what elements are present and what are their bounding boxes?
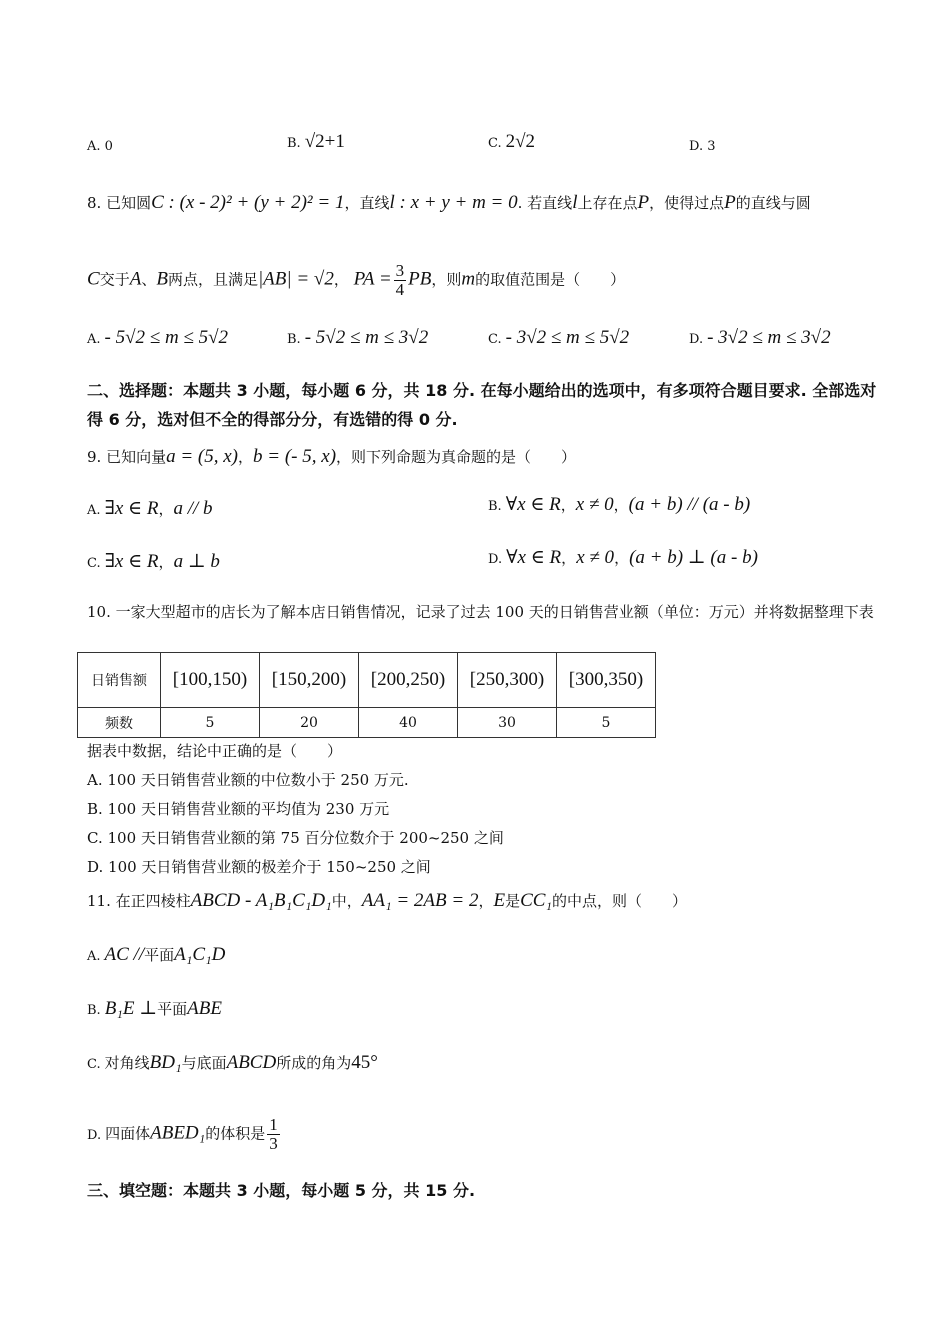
q8-var-c: C xyxy=(87,268,100,290)
q8-text: 两点，且满足 xyxy=(167,270,258,289)
q8-var-a: A xyxy=(129,268,142,290)
option-expr: ABCD xyxy=(226,1052,277,1073)
option-label: B. xyxy=(287,332,301,347)
table-frequency: 30 xyxy=(458,708,557,738)
q8-line-2 xyxy=(87,262,625,299)
q7-option-b-expr: √2+1 xyxy=(304,131,345,152)
q10-prompt: 据表中数据，结论中正确的是（ ） xyxy=(87,742,343,760)
option-text: 所成的角为 xyxy=(276,1054,352,1072)
q8-option-b xyxy=(287,327,428,351)
q11-number: 11. 在正四棱柱 xyxy=(87,892,191,910)
option-expr: - 3√2 ≤ m ≤ 3√2 xyxy=(707,327,831,348)
option-sep: ， xyxy=(158,500,174,518)
q8-text: 上存在点 xyxy=(577,194,638,212)
q11-text: 的中点，则（ ） xyxy=(552,892,688,910)
q11-frac-num: 1 xyxy=(269,1115,278,1134)
q8-option-c xyxy=(488,327,629,351)
option-label: D. xyxy=(87,1127,102,1143)
option-sep: ， xyxy=(561,549,577,567)
q8-var-p: P xyxy=(637,192,650,213)
table-interval: [250,300) xyxy=(458,653,557,708)
q8-text: ，则 xyxy=(431,270,462,289)
q8-frac-num: 3 xyxy=(395,261,405,280)
q11-stem xyxy=(87,890,687,912)
q8-text: ，直线 xyxy=(344,194,390,212)
q8-text: 的直线与圆 xyxy=(735,194,811,212)
q8-var-m: m xyxy=(461,268,476,290)
q11-option-d xyxy=(87,1116,282,1153)
q9-option-d xyxy=(488,547,758,571)
q9-number: 9. 已知向量 xyxy=(87,448,167,466)
q11-fraction xyxy=(267,1116,280,1153)
q9-text: ，则下列命题为真命题的是（ ） xyxy=(336,448,577,466)
q7-option-b xyxy=(287,131,345,155)
option-expr: A₁C₁D xyxy=(174,944,226,965)
table-interval: [300,350) xyxy=(557,653,656,708)
q9-vector-b: b = (- 5, x) xyxy=(253,446,337,467)
option-cond: x ≠ 0 xyxy=(576,547,615,568)
q10-table xyxy=(77,652,656,738)
q8-pa: PA = xyxy=(353,268,392,290)
table-frequency: 40 xyxy=(359,708,458,738)
table-interval: [100,150) xyxy=(161,653,260,708)
q8-text: . 若直线 xyxy=(517,194,573,212)
q8-text: 的取值范围是（ ） xyxy=(475,270,626,289)
q7-option-a xyxy=(87,134,117,158)
option-text: 对角线 xyxy=(104,1054,150,1072)
option-expr: (a + b) ⊥ (a - b) xyxy=(629,547,758,568)
option-label: A. xyxy=(87,332,101,347)
q11-var-e: E xyxy=(493,890,506,911)
q11-prism: ABCD - A₁B₁C₁D₁ xyxy=(190,890,332,911)
option-quant: ∀x ∈ R xyxy=(505,494,561,515)
q7-option-d xyxy=(689,134,720,158)
q7-option-a-text: A. 0 xyxy=(87,139,113,154)
section-3-heading: 三、填空题：本题共 3 小题，每小题 5 分，共 15 分. xyxy=(87,1181,476,1200)
q11-option-b xyxy=(87,998,222,1022)
option-label: B. xyxy=(87,1003,101,1018)
option-quant: ∀x ∈ R xyxy=(506,547,562,568)
option-label: C. xyxy=(488,332,502,347)
q10-option-c: C. 100 天日销售营业额的第 75 百分位数介于 200~250 之间 xyxy=(87,829,504,847)
q8-text: 、 xyxy=(141,270,157,289)
q9-text: ， xyxy=(238,448,254,466)
option-label: A. xyxy=(87,503,101,518)
option-text: 与底面 xyxy=(181,1054,227,1072)
option-label: B. xyxy=(488,499,502,514)
q8-line-1 xyxy=(87,192,811,214)
option-quant: ∃x ∈ R xyxy=(104,551,159,572)
q8-text: ，使得过点 xyxy=(649,194,725,212)
q7-option-d-text: D. 3 xyxy=(689,139,716,154)
option-expr: AC // xyxy=(104,944,145,965)
q7-option-c xyxy=(488,131,535,155)
option-quant: ∃x ∈ R xyxy=(104,498,159,519)
table-header-frequency: 频数 xyxy=(78,708,161,738)
q10-option-a: A. 100 天日销售营业额的中位数小于 250 万元. xyxy=(87,771,409,789)
q8-number: 8. 已知圆 xyxy=(87,194,152,212)
q8-text: 交于 xyxy=(99,270,130,289)
option-text: 四面体 xyxy=(105,1124,151,1143)
q8-option-a xyxy=(87,327,228,351)
option-sep: ， xyxy=(560,496,576,514)
q8-option-d xyxy=(689,327,831,351)
option-sep: ， xyxy=(613,496,629,514)
option-expr: ABED₁ xyxy=(150,1122,206,1144)
option-text: 平面 xyxy=(157,1000,188,1018)
option-expr: B₁E ⊥ xyxy=(104,998,158,1019)
table-frequency: 5 xyxy=(161,708,260,738)
option-sep: ， xyxy=(158,553,174,571)
option-sep: ， xyxy=(614,549,630,567)
option-expr: ABE xyxy=(187,998,222,1019)
q8-fraction xyxy=(394,262,407,299)
option-label: C. xyxy=(87,1057,101,1072)
option-cond: x ≠ 0 xyxy=(575,494,614,515)
q7-option-c-expr: 2√2 xyxy=(505,131,536,152)
table-frequency: 5 xyxy=(557,708,656,738)
q11-var-cc1: CC₁ xyxy=(520,890,553,911)
q10-option-d: D. 100 天日销售营业额的极差介于 150~250 之间 xyxy=(87,858,431,876)
option-expr: a ⊥ b xyxy=(173,551,220,572)
q7-option-c-label: C. xyxy=(488,136,502,151)
q8-circle-equation: C : (x - 2)² + (y + 2)² = 1 xyxy=(151,192,345,213)
option-text: 的体积是 xyxy=(205,1124,266,1143)
q11-text: 是 xyxy=(505,892,521,910)
table-interval: [200,250) xyxy=(359,653,458,708)
option-expr: 45° xyxy=(351,1052,378,1073)
q11-text: ， xyxy=(478,892,494,910)
q8-text: ， xyxy=(333,270,349,289)
q11-frac-den: 3 xyxy=(269,1134,278,1153)
q11-option-a xyxy=(87,944,225,968)
q8-var-l: l xyxy=(572,192,578,213)
q8-ab-length: |AB| = √2 xyxy=(257,268,334,290)
q11-option-c xyxy=(87,1052,378,1076)
option-expr: BD₁ xyxy=(149,1052,182,1073)
q8-line-equation: l : x + y + m = 0 xyxy=(389,192,518,213)
q11-equation: AA₁ = 2AB = 2 xyxy=(361,890,479,911)
option-label: C. xyxy=(87,556,101,571)
option-label: A. xyxy=(87,949,101,964)
q8-var-p: P xyxy=(724,192,736,213)
option-label: D. xyxy=(488,552,503,567)
q8-frac-den: 4 xyxy=(395,280,405,299)
table-interval: [150,200) xyxy=(260,653,359,708)
section-2-heading: 二、选择题：本题共 3 小题，每小题 6 分，共 18 分. 在每小题给出的选项中，有多项符合题目要求. 全部选对得 6 分，选对但不全的得部分分，有选错的得 0 分. xyxy=(87,381,877,429)
q7-option-b-label: B. xyxy=(287,136,301,151)
q9-option-c xyxy=(87,551,220,575)
q9-vector-a: a = (5, x) xyxy=(166,446,239,467)
option-expr: - 5√2 ≤ m ≤ 5√2 xyxy=(104,327,229,348)
q8-pb: PB xyxy=(408,268,432,290)
q10-option-b: B. 100 天日销售营业额的平均值为 230 万元 xyxy=(87,800,390,818)
q9-option-a xyxy=(87,498,213,522)
option-expr: - 5√2 ≤ m ≤ 3√2 xyxy=(304,327,429,348)
q11-text: 中， xyxy=(331,892,362,910)
q10-stem: 10. 一家大型超市的店长为了解本店日销售情况，记录了过去 100 天的日销售营业额（单位：万元）并将数据整理下表 xyxy=(87,603,874,621)
option-expr: (a + b) // (a - b) xyxy=(628,494,751,515)
option-text: 平面 xyxy=(144,946,175,964)
option-expr: - 3√2 ≤ m ≤ 5√2 xyxy=(505,327,630,348)
option-label: D. xyxy=(689,332,704,347)
q9-stem xyxy=(87,446,576,468)
table-header-sales: 日销售额 xyxy=(78,653,161,708)
option-expr: a // b xyxy=(173,498,213,519)
table-frequency: 20 xyxy=(260,708,359,738)
q8-var-b: B xyxy=(156,268,168,290)
q9-option-b xyxy=(488,494,750,518)
